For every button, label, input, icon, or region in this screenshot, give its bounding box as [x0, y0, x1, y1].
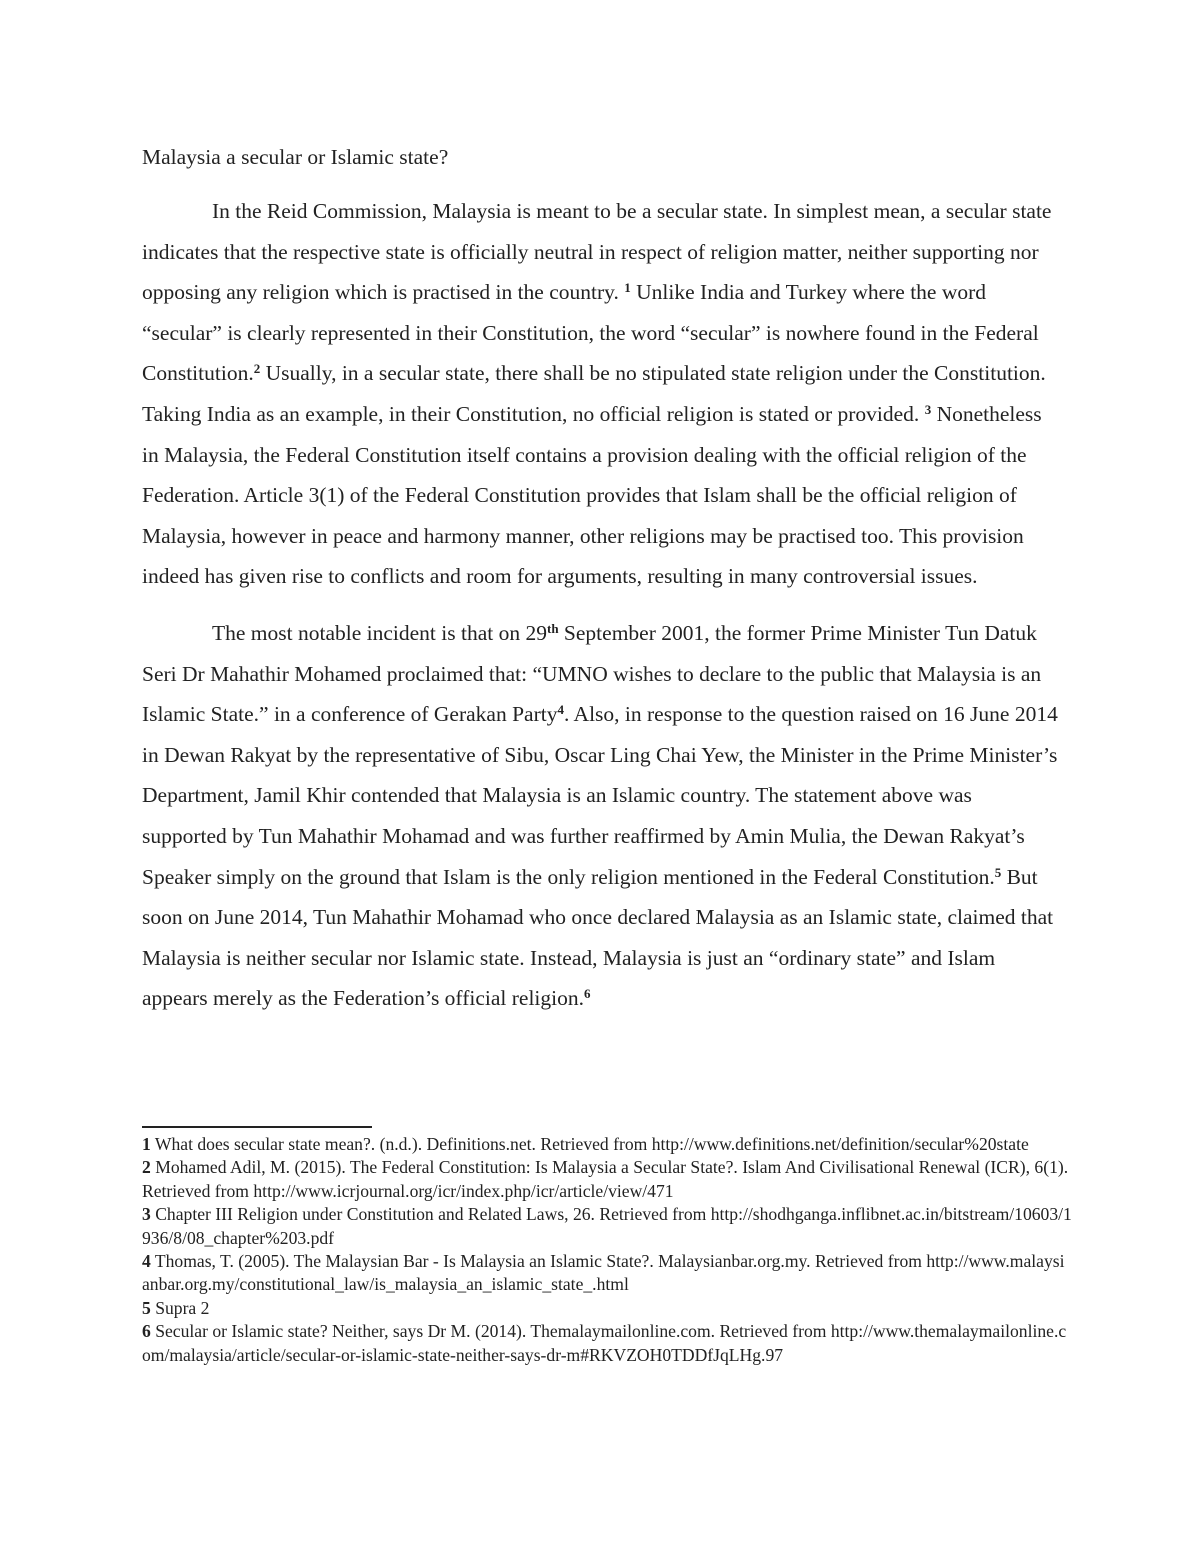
footnote-item [142, 1133, 1072, 1156]
footnote-item [142, 1203, 1072, 1250]
footnote-text: Supra 2 [150, 1297, 210, 1318]
footnote-number: 1 [142, 1134, 151, 1154]
paragraph-2 [142, 613, 1060, 1019]
footnote-number: 4 [142, 1251, 151, 1272]
footnote-text: Mohamed Adil, M. (2015). The Federal Constitution: Is Malaysia a Secular State?. Islam And Civilisational Renewal (ICR), 6(1). Retrieved from http://www.icrjournal.org/icr/index.php/icr/article/view/471 [142, 1157, 1069, 1201]
footnotes [142, 1133, 1072, 1367]
ordinal-suffix: th [546, 620, 559, 636]
document-body [142, 191, 1060, 1019]
paragraph-1-text-d: Nonetheless in Malaysia, the Federal Constitution itself contains a provision dealing with the official religion of the Federation. Article 3(1) of the Federal Constitution provides that Islam shall be the official religion of Malaysia, however in peace and harmony manner, other religions may be practised too. This provision indeed has given rise to conflicts and room for arguments, resulting in many controversial issues. [142, 401, 1042, 589]
footnote-text: Secular or Islamic state? Neither, says Dr M. (2014). Themalaymailonline.com. Retrieved from http://www.themalaymailonline.com/malaysia/article/secular-or-islamic-state-neither-says-dr-m#RKVZOH0TDDfJqLHg.97 [142, 1321, 1067, 1365]
footnote-item [142, 1320, 1072, 1367]
footnote-number: 5 [142, 1297, 151, 1318]
footnote-ref-2[interactable]: 2 [253, 361, 261, 377]
footnote-text: Thomas, T. (2005). The Malaysian Bar - Is Malaysia an Islamic State?. Malaysianbar.org.my. Retrieved from http://www.malaysianbar.org.my/constitutional_law/is_malaysia_an_islamic_state_.html [142, 1251, 1065, 1295]
paragraph-1-text-b: Unlike India and Turkey where the word “secular” is clearly represented in their Constitution, the word “secular” is nowhere found in the Federal Constitution. [142, 280, 1039, 386]
paragraph-2-text-d: But soon on June 2014, Tun Mahathir Mohamad who once declared Malaysia as an Islamic state, claimed that Malaysia is neither secular nor Islamic state. Instead, Malaysia is just an “ordinary state” and Islam appears merely as the Federation’s official religion. [142, 864, 1054, 1011]
footnote-separator [142, 1126, 372, 1128]
footnote-number: 3 [142, 1204, 151, 1225]
footnote-ref-5[interactable]: 5 [994, 864, 1002, 880]
footnote-item [142, 1250, 1072, 1297]
footnote-ref-6[interactable]: 6 [584, 986, 591, 1002]
footnote-ref-1[interactable]: 1 [624, 280, 631, 296]
footnote-number: 2 [142, 1157, 151, 1178]
footnote-text: What does secular state mean?. (n.d.). Definitions.net. Retrieved from http://www.definitions.net/definition/secular%20state [150, 1134, 1029, 1154]
paragraph-2-text-a: The most notable incident is that on 29 [212, 620, 547, 645]
document-title: Malaysia a secular or Islamic state? [142, 145, 449, 169]
footnote-ref-4[interactable]: 4 [557, 702, 564, 718]
footnote-number: 6 [142, 1321, 151, 1342]
paragraph-2-text-b: September 2001, the former Prime Minister Tun Datuk Seri Dr Mahathir Mohamed proclaimed that: “UMNO wishes to declare to the public that Malaysia is an Islamic State.” in a conference of Gerakan Party [142, 620, 1042, 727]
footnote-ref-3[interactable]: 3 [924, 401, 932, 417]
footnote-item [142, 1297, 1072, 1320]
paragraph-1 [142, 191, 1060, 597]
paragraph-1-text-c: Usually, in a secular state, there shall be no stipulated state religion under the Constitution. Taking India as an example, in their Constitution, no official religion is stated or provided. [142, 361, 1046, 426]
paragraph-1-text-a: In the Reid Commission, Malaysia is meant to be a secular state. In simplest mean, a secular state indicates that the respective state is officially neutral in respect of religion matter, neither supporting nor opposing any religion which is practised in the country. [142, 199, 1052, 305]
footnote-item [142, 1156, 1072, 1203]
paragraph-2-text-c: . Also, in response to the question raised on 16 June 2014 in Dewan Rakyat by the representative of Sibu, Oscar Ling Chai Yew, the Minister in the Prime Minister’s Department, Jamil Khir contended that Malaysia is an Islamic country. The statement above was supported by Tun Mahathir Mohamad and was further reaffirmed by Amin Mulia, the Dewan Rakyat’s Speaker simply on the ground that Islam is the only religion mentioned in the Federal Constitution. [142, 702, 1058, 889]
footnote-text: Chapter III Religion under Constitution and Related Laws, 26. Retrieved from http://shodhganga.inflibnet.ac.in/bitstream/10603/1936/8/08_chapter%203.pdf [142, 1204, 1072, 1248]
